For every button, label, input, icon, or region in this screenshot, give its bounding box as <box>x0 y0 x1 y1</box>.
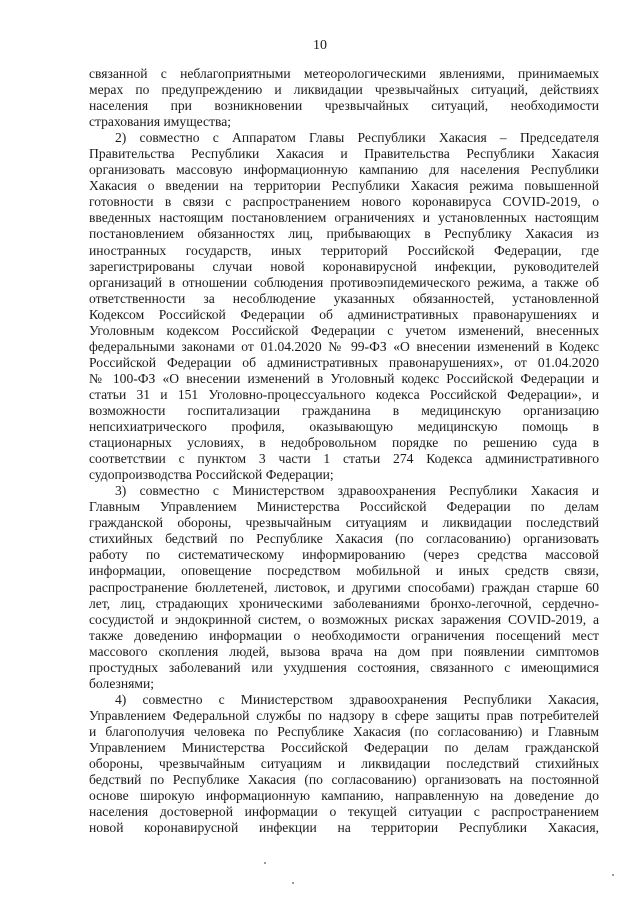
text-line: массового скопления людей, вызова врача на дом при появлении симптомов <box>89 643 599 659</box>
text-line: стационарных условиях, в недобровольном порядке по решению суда в <box>89 435 599 451</box>
text-line: 2) совместно с Аппаратом Главы Республики Хакасия – Председателя <box>115 130 599 146</box>
page-number: 10 <box>313 38 327 53</box>
text-line: бедствий по Республике Хакасия (по согласованию) организовать на постоянной <box>89 772 599 788</box>
text-line: готовности в связи с распространением нового коронавируса COVID-2019, о <box>89 194 599 210</box>
document-body <box>89 66 599 836</box>
text-line: гражданской обороны, чрезвычайным ситуациям и ликвидации последствий <box>89 515 599 531</box>
text-line: мерах по предупреждению и ликвидации чрезвычайных ситуаций, действиях <box>89 82 599 98</box>
text-line: судопроизводства Российской Федерации; <box>89 467 334 483</box>
text-line: информации, оповещение посредством мобильной и иных средств связи, <box>89 563 599 579</box>
scan-speck <box>264 862 266 864</box>
scan-speck <box>292 882 294 884</box>
text-line: Кодексом Российской Федерации об административных правонарушениях и <box>89 306 599 322</box>
text-line: федеральными законами от 01.04.2020 № 99-ФЗ «О внесении изменений в Кодекс <box>89 338 599 354</box>
text-line: соответствии с пунктом 3 части 1 статьи 274 Кодекса административного <box>89 451 599 467</box>
text-line: и благополучия человека по Республике Хакасия (по согласованию) и Главным <box>89 723 599 739</box>
text-line: организовать массовую информационную кампанию для населения Республики <box>89 162 599 178</box>
text-line: Уголовным кодексом Российской Федерации с учетом изменений, внесенных <box>89 322 599 338</box>
text-line: иностранных государств, иных территорий Российской Федерации, где <box>89 242 599 258</box>
text-line: ответственности за несоблюдение указанных обязанностей, установленной <box>89 290 599 306</box>
text-line: Управлением Министерства Российской Федерации по делам гражданской <box>89 739 599 755</box>
text-line: Хакасия о введении на территории Республики Хакасия режима повышенной <box>89 178 599 194</box>
text-line: населения достоверной информации о текущей ситуации с распространением <box>89 804 599 820</box>
text-line: связанной с неблагоприятными метеорологическими явлениями, принимаемых <box>89 66 599 81</box>
text-line: организаций в отношении соблюдения противоэпидемического режима, а также об <box>89 274 599 290</box>
text-line: Российской Федерации об административных правонарушениях», от 01.04.2020 <box>89 354 599 370</box>
text-line: обороны, чрезвычайным ситуациям и ликвидации последствий стихийных <box>89 756 599 772</box>
text-line: статьи 31 и 151 Уголовно-процессуального кодекса Российской Федерации», и <box>89 386 599 402</box>
text-line: Главным Управлением Министерства Российской Федерации по делам <box>89 499 599 515</box>
text-line: простудных заболеваний или ухудшения состояния, связанного с имеющимися <box>89 659 599 675</box>
text-line: 3) совместно с Министерством здравоохранения Республики Хакасия и <box>115 483 599 499</box>
text-line: лет, лиц, страдающих хроническими заболеваниями бронхо-легочной, сердечно- <box>89 595 599 611</box>
text-line: Управлением Федеральной службы по надзору в сфере защиты прав потребителей <box>89 707 599 723</box>
text-line: непсихиатрического профиля, оказывающую медицинскую помощь в <box>89 419 599 435</box>
text-line: болезнями; <box>89 675 155 691</box>
text-line: введенных настоящим постановлением ограничениях и установленных настоящим <box>89 210 599 226</box>
text-line: зарегистрированы случаи новой коронавирусной инфекции, руководителей <box>89 258 599 274</box>
text-line: стихийных бедствий по Республике Хакасия (по согласованию) организовать <box>89 531 599 547</box>
text-line: распространение бюллетеней, листовок, и другими способами) граждан старше 60 <box>89 579 599 595</box>
text-line: основе широкую информационную кампанию, направленную на доведение до <box>89 788 599 804</box>
text-line: № 100-ФЗ «О внесении изменений в Уголовный кодекс Российской Федерации и <box>89 370 599 386</box>
text-line: работу по систематическому информированию (через средства массовой <box>89 547 599 563</box>
scan-speck <box>612 874 614 876</box>
text-line: Правительства Республики Хакасия и Правительства Республики Хакасия <box>89 146 599 162</box>
text-line: населения при возникновении чрезвычайных ситуаций, необходимости <box>89 98 599 114</box>
text-line: также доведению информации о необходимости ограничения посещений мест <box>89 627 599 643</box>
text-line: постановлением обязанностях лиц, прибывающих в Республику Хакасия из <box>89 226 599 242</box>
text-line: новой коронавирусной инфекции на территории Республики Хакасия, <box>89 820 599 836</box>
text-line: возможности госпитализации гражданина в медицинскую организацию <box>89 402 599 418</box>
text-line: 4) совместно с Министерством здравоохранения Республики Хакасия, <box>115 691 599 707</box>
text-line: страхования имущества; <box>89 114 232 130</box>
text-line: сосудистой и эндокринной систем, о возможных рисках заражения COVID-2019, а <box>89 611 599 627</box>
